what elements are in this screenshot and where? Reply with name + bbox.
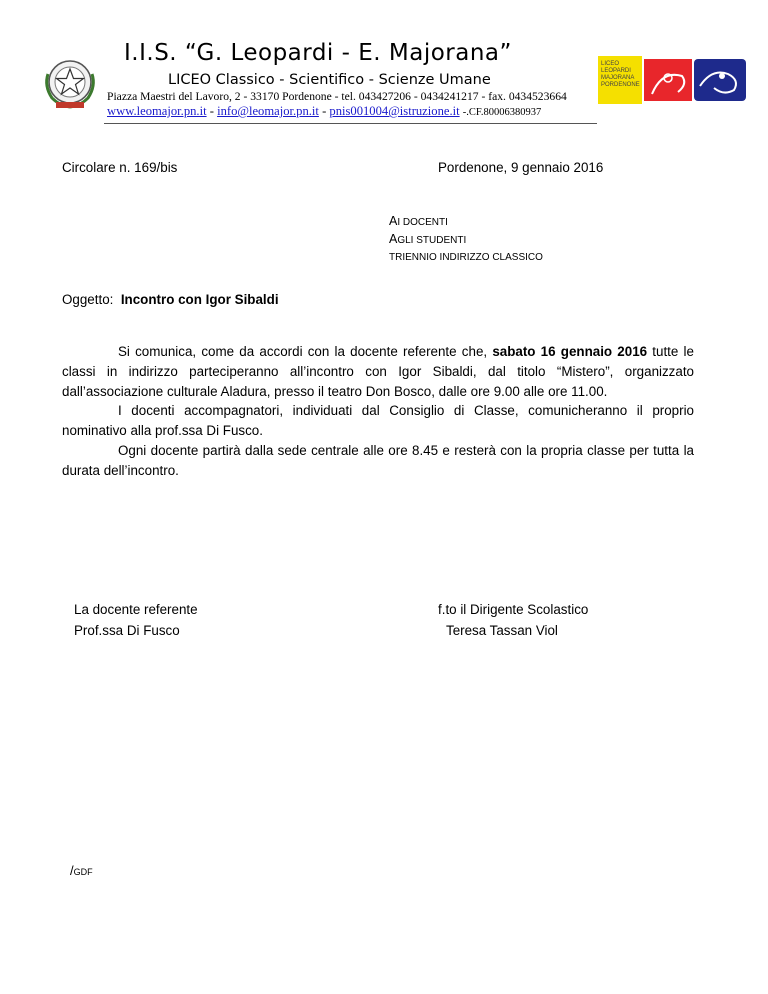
header-divider: [104, 123, 597, 124]
website-link[interactable]: www.leomajor.pn.it: [107, 104, 207, 118]
recipients-block: [389, 213, 543, 266]
referent-title: La docente referente: [74, 602, 198, 617]
svg-text:LEOPARDI: LEOPARDI: [601, 68, 631, 74]
svg-text:LICEO: LICEO: [601, 61, 620, 67]
referent-name: Prof.ssa Di Fusco: [74, 623, 180, 638]
school-subtitle: LICEO Classico - Scientifico - Scienze Umane: [168, 72, 491, 88]
recipient-scope: TRIENNIO INDIRIZZO CLASSICO: [389, 252, 543, 263]
svg-text:PORDENONE: PORDENONE: [601, 82, 640, 88]
recipient-students: AGLI STUDENTI: [389, 232, 467, 246]
place-date: Pordenone, 9 gennaio 2016: [438, 160, 604, 175]
body-paragraph-3: Ogni docente partirà dalla sede centrale alle ore 8.45 e resterà con la propria classe per tutta la durata dell’incontro.: [62, 443, 694, 478]
body-paragraph-2: I docenti accompagnatori, individuati dal Consiglio di Classe, comunicheranno il proprio nominativo alla prof.ssa Di Fusco.: [62, 403, 694, 438]
subject-text: Incontro con Igor Sibaldi: [120, 292, 279, 307]
event-date: sabato 16 gennaio 2016: [492, 344, 648, 359]
recipient-teachers: AI DOCENTI: [389, 214, 448, 228]
author-initials: /GDF: [70, 863, 93, 878]
principal-name: Teresa Tassan Viol: [446, 623, 558, 638]
school-logo: [598, 56, 748, 104]
circular-number: Circolare n. 169/bis: [62, 160, 178, 175]
email-pec-link[interactable]: pnis001004@istruzione.it: [329, 104, 460, 118]
email-info-link[interactable]: info@leomajor.pn.it: [217, 104, 319, 118]
svg-text:MAJORANA: MAJORANA: [601, 75, 635, 81]
principal-title: f.to il Dirigente Scolastico: [438, 602, 589, 617]
fiscal-code: -.CF.80006380937: [462, 107, 542, 118]
school-address: Piazza Maestri del Lavoro, 2 - 33170 Pordenone - tel. 043427206 - 0434241217 - fax. 0434523664: [107, 90, 567, 103]
school-name: I.I.S. “G. Leopardi - E. Majorana”: [124, 40, 512, 66]
italian-republic-emblem-icon: [40, 52, 100, 114]
body-paragraph-1: Si comunica, come da accordi con la docente referente che, sabato 16 gennaio 2016 tutte le classi in indirizzo parteciperanno all’incontro con Igor Sibaldi, dal titolo “Mistero”, organizzato dall’associazione culturale Aladura, presso il teatro Don Bosco, dalle ore 9.00 alle ore 11.00.: [62, 344, 694, 399]
contact-links: www.leomajor.pn.it - info@leomajor.pn.it - pnis001004@istruzione.it -.CF.80006380937: [107, 104, 542, 118]
subject-label: Oggetto:: [62, 292, 114, 307]
subject-line: [62, 290, 279, 309]
